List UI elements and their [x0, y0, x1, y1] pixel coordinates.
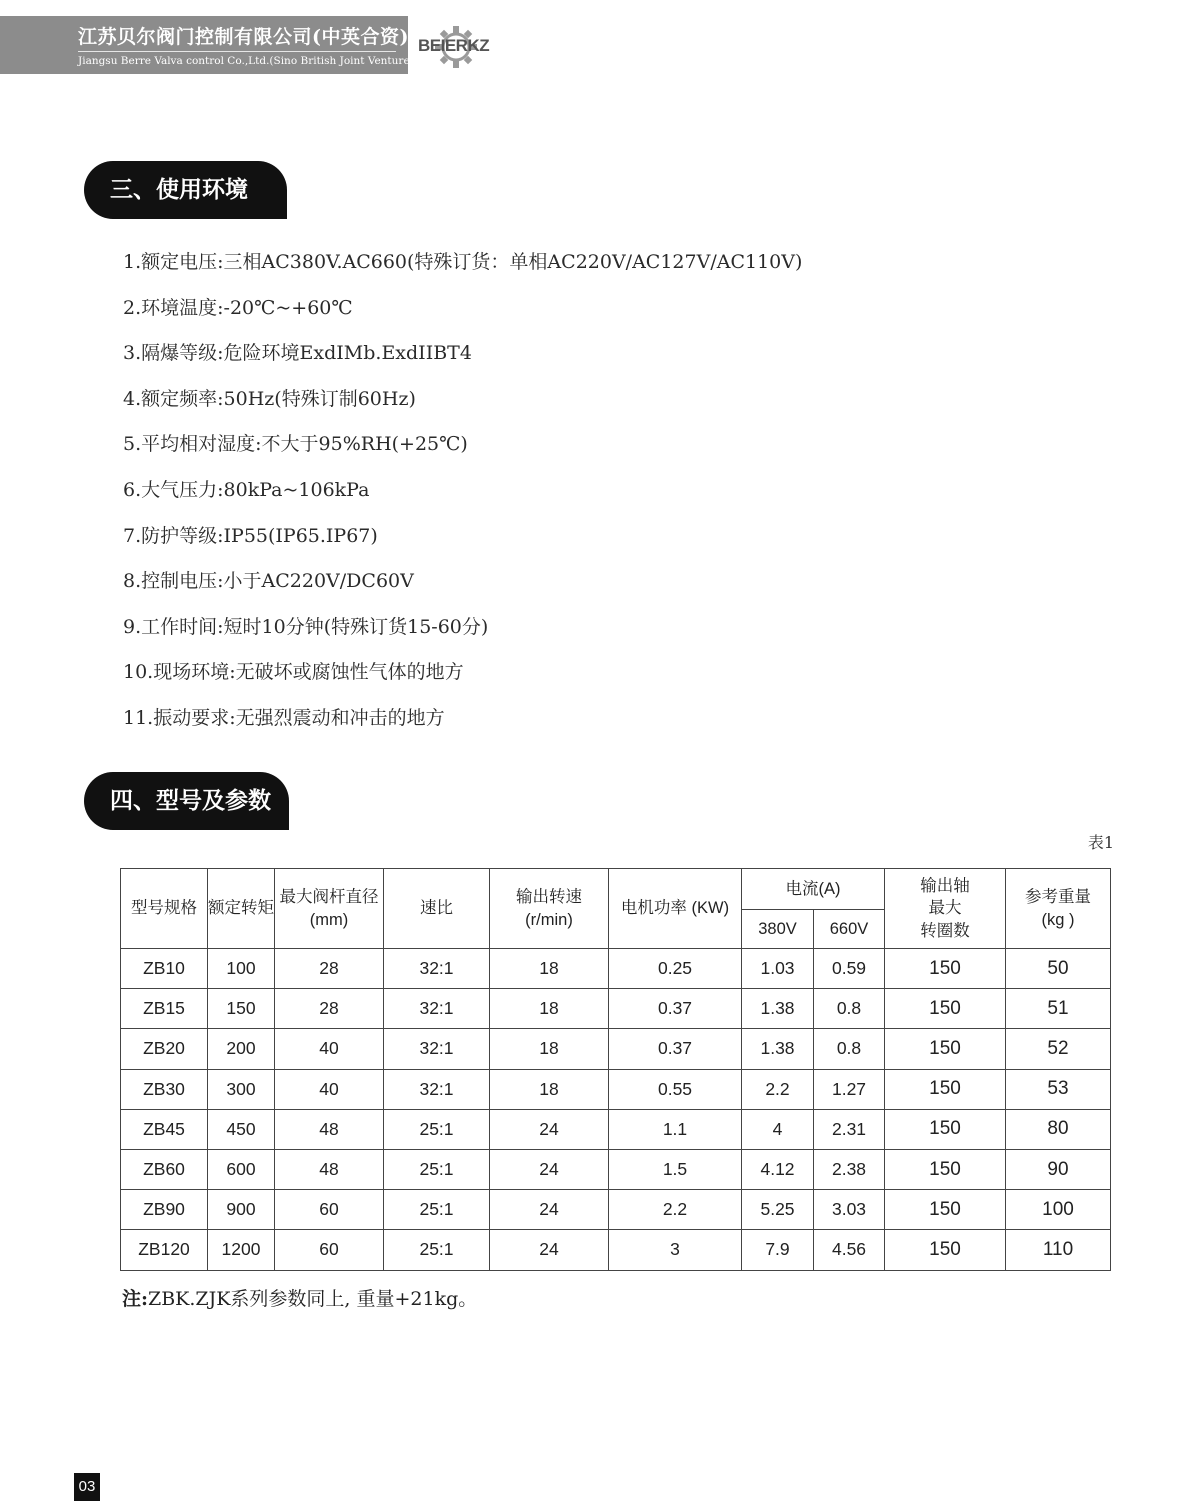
table-cell: 48 [275, 1149, 384, 1189]
header-torque: 额定转矩 [208, 869, 275, 949]
table-cell: 0.25 [609, 949, 742, 989]
header-max-turns [885, 869, 1006, 949]
table-cell: 2.2 [609, 1190, 742, 1230]
table-cell: 18 [490, 1069, 609, 1109]
header-stem-line1: 最大阀杆直径 [279, 888, 379, 907]
spec-item: 4.额定频率:50Hz(特殊订制60Hz) [123, 387, 416, 410]
table-cell: 0.8 [814, 1029, 885, 1069]
header-current: 电流(A) [742, 869, 885, 910]
table-cell: 32:1 [384, 949, 490, 989]
table-cell: 5.25 [742, 1190, 814, 1230]
table-cell: 1.38 [742, 989, 814, 1029]
table-cell: 3 [609, 1230, 742, 1270]
table-cell: ZB120 [121, 1230, 208, 1270]
table-cell: 2.38 [814, 1149, 885, 1189]
table-row [121, 1149, 1111, 1189]
table-cell: 200 [208, 1029, 275, 1069]
table-cell: 1.38 [742, 1029, 814, 1069]
parameter-table [120, 868, 1111, 1271]
header-turns-line1: 输出轴 [920, 877, 970, 896]
table-cell: 7.9 [742, 1230, 814, 1270]
header-speed-line1: 输出转速 [516, 888, 582, 907]
table-cell: 100 [1006, 1190, 1111, 1230]
table-cell: ZB60 [121, 1149, 208, 1189]
table-body [121, 949, 1111, 1271]
header-turns-line2: 最大 [928, 899, 962, 918]
table-cell: 1200 [208, 1230, 275, 1270]
company-name-cn: 江苏贝尔阀门控制有限公司(中英合资) [78, 26, 409, 48]
environment-spec-list [123, 240, 802, 742]
section-title-models: 四、型号及参数 [84, 772, 289, 830]
table-cell: 28 [275, 989, 384, 1029]
table-cell: 25:1 [384, 1109, 490, 1149]
table-cell: 1.03 [742, 949, 814, 989]
table-cell: 150 [885, 1230, 1006, 1270]
spec-item: 6.大气压力:80kPa~106kPa [123, 478, 370, 501]
table-cell: 150 [885, 1190, 1006, 1230]
table-header-row [121, 869, 1111, 910]
spec-item: 1.额定电压:三相AC380V.AC660(特殊订货：单相AC220V/AC127V/AC110V) [123, 251, 803, 273]
header-turns-line3: 转圈数 [920, 921, 970, 940]
table-cell: 150 [208, 989, 275, 1029]
company-logo [414, 24, 498, 70]
logo-text: BEIERKZ [418, 36, 490, 55]
table-cell: 1.5 [609, 1149, 742, 1189]
table-cell: 53 [1006, 1069, 1111, 1109]
table-row [121, 1029, 1111, 1069]
table-cell: 32:1 [384, 989, 490, 1029]
header-divider [78, 51, 396, 52]
table-cell: 32:1 [384, 1069, 490, 1109]
table-cell: 110 [1006, 1230, 1111, 1270]
table-cell: 150 [885, 1029, 1006, 1069]
table-cell: 24 [490, 1109, 609, 1149]
header-motor-power: 电机功率 (KW) [609, 869, 742, 949]
table-cell: 24 [490, 1149, 609, 1189]
table-cell: ZB20 [121, 1029, 208, 1069]
table-cell: 52 [1006, 1029, 1111, 1069]
spec-item: 10.现场环境:无破坏或腐蚀性气体的地方 [123, 661, 464, 684]
table-row [121, 1069, 1111, 1109]
table-row [121, 989, 1111, 1029]
table-row [121, 1230, 1111, 1270]
table-cell: 150 [885, 989, 1006, 1029]
table-cell: 25:1 [384, 1230, 490, 1270]
note-text: ZBK.ZJK系列参数同上, 重量+21kg。 [148, 1288, 478, 1310]
table-cell: 40 [275, 1069, 384, 1109]
table-cell: 100 [208, 949, 275, 989]
table-cell: 0.55 [609, 1069, 742, 1109]
table-cell: 60 [275, 1230, 384, 1270]
table-cell: 3.03 [814, 1190, 885, 1230]
table-cell: ZB10 [121, 949, 208, 989]
header-weight-line1: 参考重量 [1025, 888, 1091, 907]
table-row [121, 1190, 1111, 1230]
table-cell: 0.37 [609, 1029, 742, 1069]
table-cell: 0.8 [814, 989, 885, 1029]
table-cell: 25:1 [384, 1190, 490, 1230]
header-weight [1006, 869, 1111, 949]
header-output-speed [490, 869, 609, 949]
table-cell: 450 [208, 1109, 275, 1149]
table-cell: 18 [490, 989, 609, 1029]
table-cell: 2.2 [742, 1069, 814, 1109]
spec-item: 2.环境温度:-20℃~+60℃ [123, 296, 353, 319]
table-cell: 1.27 [814, 1069, 885, 1109]
table-note [122, 1284, 477, 1311]
table-cell: 0.37 [609, 989, 742, 1029]
table-row [121, 949, 1111, 989]
header-weight-line2: (kg ) [1041, 910, 1075, 929]
note-prefix: 注: [122, 1288, 149, 1310]
table-label: 表1 [1087, 833, 1114, 852]
table-cell: 0.59 [814, 949, 885, 989]
section-title-environment: 三、使用环境 [84, 161, 287, 219]
spec-item: 11.振动要求:无强烈震动和冲击的地方 [123, 706, 445, 729]
table-cell: 80 [1006, 1109, 1111, 1149]
table-cell: 150 [885, 1149, 1006, 1189]
table-cell: 4 [742, 1109, 814, 1149]
table-cell: 90 [1006, 1149, 1111, 1189]
header-stem-line2: (mm) [309, 910, 349, 929]
table-cell: 150 [885, 949, 1006, 989]
header-stem-diameter [275, 869, 384, 949]
page-number: 03 [74, 1473, 100, 1501]
company-name-en: Jiangsu Berre Valva control Co.,Ltd.(Sino British Joint Venture [78, 55, 410, 67]
table-cell: ZB15 [121, 989, 208, 1029]
table-cell: 150 [885, 1069, 1006, 1109]
table-cell: 1.1 [609, 1109, 742, 1149]
table-cell: 18 [490, 1029, 609, 1069]
table-cell: 600 [208, 1149, 275, 1189]
table-cell: 24 [490, 1230, 609, 1270]
table-cell: 28 [275, 949, 384, 989]
table-cell: 48 [275, 1109, 384, 1149]
header-speed-line2: (r/min) [525, 910, 573, 929]
table-cell: 150 [885, 1109, 1006, 1149]
table-row [121, 1109, 1111, 1149]
table-cell: 4.12 [742, 1149, 814, 1189]
header-660v: 660V [814, 910, 885, 949]
table-cell: 24 [490, 1190, 609, 1230]
table-cell: 900 [208, 1190, 275, 1230]
spec-item: 8.控制电压:小于AC220V/DC60V [123, 570, 414, 593]
spec-item: 3.隔爆等级:危险环境ExdIMb.ExdIIBT4 [123, 342, 472, 365]
table-cell: 25:1 [384, 1149, 490, 1189]
table-cell: 50 [1006, 949, 1111, 989]
table-cell: 18 [490, 949, 609, 989]
table-cell: ZB30 [121, 1069, 208, 1109]
spec-item: 7.防护等级:IP55(IP65.IP67) [123, 524, 378, 547]
table-cell: 4.56 [814, 1230, 885, 1270]
table-cell: 32:1 [384, 1029, 490, 1069]
spec-item: 5.平均相对湿度:不大于95%RH(+25℃) [123, 433, 468, 456]
table-cell: 2.31 [814, 1109, 885, 1149]
table-cell: ZB90 [121, 1190, 208, 1230]
table-cell: 51 [1006, 989, 1111, 1029]
spec-item: 9.工作时间:短时10分钟(特殊订货15-60分) [123, 615, 489, 638]
table-cell: 60 [275, 1190, 384, 1230]
header-380v: 380V [742, 910, 814, 949]
table-cell: ZB45 [121, 1109, 208, 1149]
table-cell: 40 [275, 1029, 384, 1069]
header-model: 型号规格 [121, 869, 208, 949]
table-cell: 300 [208, 1069, 275, 1109]
header-ratio: 速比 [384, 869, 490, 949]
